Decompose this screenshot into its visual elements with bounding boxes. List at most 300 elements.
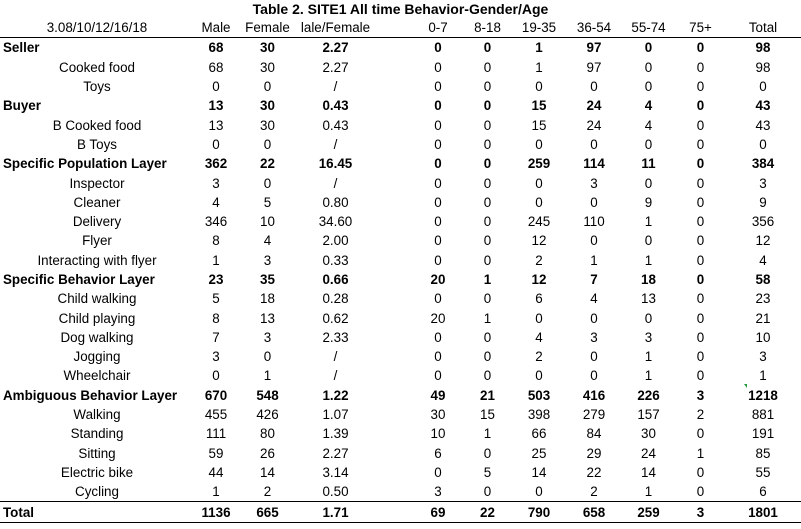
table-row: [0, 135, 801, 154]
age-cell: 97: [586, 59, 602, 75]
spacer-cell: [374, 212, 412, 231]
total-cell: 4: [759, 252, 767, 268]
age-cell: 0: [644, 79, 653, 95]
ratio-cell: 16.45: [318, 156, 353, 172]
total-cell: 6: [759, 484, 767, 500]
ratio-cell: 0.66: [322, 272, 349, 287]
header-age-8-18: 8-18: [464, 18, 511, 38]
female-cell: 0: [263, 349, 272, 365]
female-cell: 0: [263, 79, 272, 95]
spacer-cell: [374, 328, 412, 347]
header-age-75-plus: 75+: [676, 18, 725, 38]
spacer-cell: [374, 96, 412, 115]
total-cell: 191: [751, 426, 775, 442]
age-cell: 3: [590, 175, 598, 191]
header-female: Female: [238, 18, 297, 38]
age-cell: 0: [434, 329, 442, 345]
row-label: Child playing: [58, 310, 136, 326]
age-cell: 30: [430, 407, 446, 423]
age-cell: 69: [412, 502, 464, 522]
male-cell: 0: [212, 79, 220, 95]
age-cell: 24: [641, 445, 656, 461]
age-cell: 4: [590, 291, 598, 307]
age-cell: 1: [644, 214, 653, 230]
ratio-cell: 2.27: [322, 445, 349, 461]
age-cell: 0: [696, 272, 705, 287]
age-cell: 12: [531, 272, 547, 287]
total-cell: 12: [755, 233, 771, 249]
ratio-cell: /: [333, 136, 338, 152]
age-cell: 0: [483, 233, 492, 249]
total-cell: 0: [759, 136, 767, 152]
row-label: Delivery: [72, 214, 122, 230]
female-cell: 22: [260, 156, 275, 172]
male-cell: 3: [212, 349, 220, 365]
spacer-cell: [374, 424, 412, 443]
age-cell: 66: [531, 426, 547, 442]
spacer-cell: [374, 77, 412, 96]
row-label: B Toys: [77, 136, 117, 152]
spacer-cell: [374, 502, 412, 522]
age-cell: 13: [641, 291, 656, 307]
age-cell: 114: [583, 156, 605, 172]
spacer-cell: [374, 231, 412, 250]
row-label: Specific Population Layer: [3, 156, 167, 172]
age-cell: 0: [644, 136, 653, 152]
age-cell: 1: [644, 368, 653, 384]
male-cell: 346: [204, 214, 228, 230]
age-cell: 0: [434, 194, 442, 210]
row-label: Walking: [73, 407, 121, 423]
age-cell: 1: [483, 272, 492, 287]
table-row: [0, 482, 801, 502]
age-cell: 0: [434, 136, 442, 152]
table-row: [0, 405, 801, 424]
age-cell: 0: [696, 464, 705, 480]
age-cell: 0: [696, 291, 705, 307]
age-cell: 0: [535, 175, 543, 191]
total-cell: 43: [755, 117, 771, 133]
ratio-cell: 1.71: [297, 502, 374, 522]
age-cell: 0: [696, 59, 705, 75]
age-cell: 0: [644, 59, 653, 75]
age-cell: 0: [696, 252, 705, 268]
table-row: [0, 502, 801, 522]
total-cell: 85: [755, 445, 771, 461]
age-cell: 7: [590, 272, 598, 287]
age-cell: 0: [696, 349, 705, 365]
header-age-19-35: 19-35: [511, 18, 567, 38]
spacer-cell: [374, 405, 412, 424]
age-cell: 20: [430, 310, 446, 326]
male-cell: 362: [204, 156, 228, 172]
female-cell: 3: [263, 329, 272, 345]
table-row: [0, 212, 801, 231]
total-cell: 1: [759, 368, 767, 384]
age-cell: 0: [434, 233, 442, 249]
age-cell: 21: [480, 387, 495, 403]
age-cell: 0: [483, 194, 492, 210]
age-cell: 0: [644, 40, 653, 56]
age-cell: 0: [483, 40, 492, 56]
row-label: Electric bike: [60, 464, 134, 480]
ratio-cell: /: [333, 349, 338, 365]
age-cell: 24: [586, 98, 602, 114]
male-cell: 7: [212, 329, 220, 345]
age-cell: 0: [696, 329, 705, 345]
total-cell: 356: [751, 214, 775, 230]
total-cell: 384: [751, 156, 775, 172]
female-cell: 665: [238, 502, 297, 522]
table-row: [0, 154, 801, 173]
table-row: [0, 270, 801, 289]
total-cell: 23: [755, 291, 771, 307]
ratio-cell: 0.62: [322, 310, 349, 326]
age-cell: 0: [434, 40, 442, 56]
female-cell: 26: [260, 445, 275, 461]
age-cell: 24: [586, 117, 602, 133]
age-cell: 0: [434, 117, 442, 133]
table-row: [0, 173, 801, 192]
age-cell: 245: [527, 214, 551, 230]
age-cell: 0: [483, 59, 492, 75]
male-cell: 5: [212, 291, 220, 307]
row-label: Dog walking: [60, 329, 134, 345]
age-cell: 1: [483, 426, 492, 442]
male-cell: 13: [208, 117, 224, 133]
male-cell: 1: [212, 484, 220, 500]
age-cell: 279: [582, 407, 606, 423]
age-cell: 4: [535, 329, 543, 345]
age-cell: 3: [590, 329, 598, 345]
age-cell: 0: [434, 175, 442, 191]
ratio-cell: /: [333, 175, 338, 191]
table-row: [0, 328, 801, 347]
age-cell: 6: [434, 445, 442, 461]
age-cell: 97: [586, 40, 602, 56]
age-cell: 0: [483, 445, 492, 461]
row-label: Ambiguous Behavior Layer: [3, 387, 178, 403]
total-cell: 98: [755, 40, 771, 56]
header-age-36-54: 36-54: [567, 18, 621, 38]
age-cell: 15: [480, 407, 495, 423]
row-label: Cooked food: [59, 59, 135, 75]
age-cell: 0: [434, 291, 442, 307]
age-cell: 259: [621, 502, 676, 522]
table-title: Table 2. SITE1 All time Behavior-Gender/Age: [252, 1, 549, 17]
female-cell: 10: [260, 214, 275, 230]
age-cell: 0: [535, 484, 543, 500]
age-cell: 0: [535, 368, 543, 384]
ratio-cell: 0.28: [322, 291, 349, 307]
female-cell: 5: [263, 194, 272, 210]
table-row: [0, 366, 801, 385]
age-cell: 25: [531, 445, 547, 461]
header-dates: 3.08/10/12/16/18: [0, 18, 194, 38]
spacer-cell: [374, 366, 412, 385]
female-cell: 426: [256, 407, 279, 423]
total-cell: 3: [759, 349, 767, 365]
age-cell: 0: [434, 214, 442, 230]
age-cell: 15: [531, 98, 547, 114]
age-cell: 0: [644, 233, 653, 249]
total-cell: 0: [759, 79, 767, 95]
age-cell: 259: [527, 156, 551, 172]
header-total: Total: [725, 18, 801, 38]
ratio-cell: 1.39: [322, 426, 349, 442]
ratio-cell: 0.33: [322, 252, 349, 268]
age-cell: 0: [696, 117, 705, 133]
age-cell: 0: [696, 233, 705, 249]
age-cell: 3: [696, 387, 705, 403]
row-label: Cleaner: [73, 194, 121, 210]
age-cell: 1: [696, 445, 705, 461]
total-cell: 21: [755, 310, 771, 326]
header-age-0-7: 0-7: [412, 18, 464, 38]
age-cell: 416: [582, 387, 606, 403]
female-cell: 30: [260, 40, 275, 56]
age-cell: 0: [434, 79, 442, 95]
age-cell: 4: [644, 98, 653, 114]
ratio-cell: 1.22: [322, 387, 349, 403]
header-row: [0, 18, 801, 38]
row-label: B Cooked food: [52, 117, 142, 133]
age-cell: 226: [637, 387, 660, 403]
age-cell: 0: [696, 175, 705, 191]
female-cell: 3: [263, 252, 272, 268]
age-cell: 0: [696, 156, 705, 172]
row-label: Toys: [83, 79, 111, 95]
age-cell: 1: [535, 59, 543, 75]
male-cell: 3: [212, 175, 220, 191]
row-label: Buyer: [3, 98, 41, 114]
age-cell: 18: [641, 272, 656, 287]
age-cell: 49: [430, 387, 446, 403]
row-label: Child walking: [57, 291, 137, 307]
female-cell: 30: [260, 98, 275, 114]
age-cell: 0: [483, 484, 492, 500]
age-cell: 84: [586, 426, 602, 442]
table-row: [0, 231, 801, 250]
age-cell: 398: [527, 407, 551, 423]
ratio-cell: 2.27: [322, 40, 349, 56]
age-cell: 0: [483, 291, 492, 307]
total-cell: 98: [755, 59, 771, 75]
female-cell: 35: [260, 272, 275, 287]
age-cell: 0: [434, 156, 442, 172]
age-cell: 1: [644, 484, 653, 500]
male-cell: 4: [212, 194, 220, 210]
age-cell: 0: [696, 79, 705, 95]
spacer-cell: [374, 154, 412, 173]
age-cell: 0: [483, 117, 492, 133]
row-label: Total: [0, 502, 194, 522]
table-row: [0, 463, 801, 482]
row-label: Inspector: [69, 175, 125, 191]
female-cell: 548: [256, 387, 279, 403]
age-cell: 0: [696, 194, 705, 210]
male-cell: 8: [212, 233, 220, 249]
age-cell: 2: [590, 484, 598, 500]
table-row: [0, 38, 801, 58]
ratio-cell: 0.50: [322, 484, 349, 500]
male-cell: 44: [208, 464, 224, 480]
age-cell: 0: [590, 233, 598, 249]
age-cell: 3: [434, 484, 442, 500]
ratio-cell: 0.43: [322, 98, 349, 114]
ratio-cell: /: [333, 79, 338, 95]
female-cell: 30: [260, 59, 275, 75]
cell-comment-marker: [744, 384, 747, 388]
age-cell: 3: [676, 502, 725, 522]
age-cell: 0: [535, 194, 543, 210]
female-cell: 1: [263, 368, 272, 384]
age-cell: 0: [590, 79, 598, 95]
age-cell: 2: [535, 349, 543, 365]
spacer-cell: [374, 289, 412, 308]
female-cell: 0: [263, 175, 272, 191]
age-cell: 6: [535, 291, 543, 307]
age-cell: 14: [641, 464, 656, 480]
header-ratio: lale/Female: [297, 18, 374, 38]
table-row: [0, 424, 801, 443]
age-cell: 0: [483, 368, 492, 384]
age-cell: 1: [644, 252, 653, 268]
age-cell: 0: [483, 252, 492, 268]
female-cell: 13: [260, 310, 275, 326]
row-label: Seller: [3, 40, 40, 56]
spacer-cell: [374, 173, 412, 192]
age-cell: 0: [434, 464, 442, 480]
total-cell: 881: [751, 407, 775, 423]
spacer-cell: [374, 270, 412, 289]
age-cell: 0: [483, 175, 492, 191]
age-cell: 790: [511, 502, 567, 522]
age-cell: 14: [531, 464, 547, 480]
spacer-cell: [374, 38, 412, 58]
total-cell: 58: [755, 272, 771, 287]
age-cell: 0: [434, 368, 442, 384]
age-cell: 503: [527, 387, 551, 403]
table-row: [0, 347, 801, 366]
age-cell: 0: [483, 136, 492, 152]
age-cell: 5: [483, 464, 492, 480]
ratio-cell: /: [333, 368, 338, 384]
table-row: [0, 77, 801, 96]
age-cell: 4: [644, 117, 653, 133]
female-cell: 30: [260, 117, 275, 133]
table-body: [0, 38, 801, 522]
spacer-cell: [374, 58, 412, 77]
row-label: Jogging: [73, 349, 121, 365]
spacer-cell: [374, 444, 412, 463]
age-cell: 20: [430, 272, 446, 287]
table-row: [0, 58, 801, 77]
female-cell: 0: [263, 136, 272, 152]
age-cell: 1: [644, 349, 653, 365]
age-cell: 0: [590, 349, 598, 365]
row-label: Flyer: [82, 233, 112, 249]
age-cell: 1: [483, 310, 492, 326]
spacer-cell: [374, 115, 412, 134]
age-cell: 0: [696, 98, 705, 114]
male-cell: 13: [208, 98, 224, 114]
spacer-cell: [374, 347, 412, 366]
total-cell: 9: [759, 194, 767, 210]
male-cell: 8: [212, 310, 220, 326]
age-cell: 22: [586, 464, 602, 480]
age-cell: 0: [483, 349, 492, 365]
table-row: [0, 444, 801, 463]
age-cell: 0: [434, 59, 442, 75]
age-cell: 110: [583, 214, 605, 230]
age-cell: 10: [430, 426, 446, 442]
table-row: [0, 115, 801, 134]
age-cell: 157: [637, 407, 660, 423]
ratio-cell: 0.43: [322, 117, 349, 133]
age-cell: 0: [483, 156, 492, 172]
age-cell: 0: [434, 252, 442, 268]
total-cell: 1801: [725, 502, 801, 522]
ratio-cell: 2.00: [322, 233, 349, 249]
age-cell: 0: [590, 310, 598, 326]
age-cell: 0: [696, 214, 705, 230]
ratio-cell: 1.07: [322, 407, 349, 423]
age-cell: 29: [586, 445, 602, 461]
age-cell: 2: [696, 407, 705, 423]
male-cell: 0: [212, 136, 220, 152]
age-cell: 0: [696, 310, 705, 326]
table-row: [0, 386, 801, 405]
row-label: Interacting with flyer: [37, 252, 157, 268]
male-cell: 68: [208, 40, 224, 56]
age-cell: 0: [696, 40, 705, 56]
row-label: Wheelchair: [63, 368, 131, 384]
age-cell: 0: [590, 194, 598, 210]
female-cell: 4: [263, 233, 272, 249]
spacer-cell: [374, 463, 412, 482]
male-cell: 1136: [194, 502, 238, 522]
male-cell: 111: [205, 426, 227, 442]
table-row: [0, 308, 801, 327]
male-cell: 455: [204, 407, 228, 423]
age-cell: 658: [567, 502, 621, 522]
female-cell: 14: [260, 464, 275, 480]
total-cell: 55: [755, 464, 771, 480]
age-cell: 9: [644, 194, 653, 210]
age-cell: 0: [696, 136, 705, 152]
row-label: Cycling: [75, 484, 119, 500]
age-cell: 2: [535, 252, 543, 268]
row-label: Standing: [70, 426, 124, 442]
age-cell: 0: [590, 368, 598, 384]
age-cell: 0: [483, 329, 492, 345]
total-cell: 43: [755, 98, 771, 114]
age-cell: 3: [644, 329, 653, 345]
data-table: [0, 18, 801, 523]
age-cell: 15: [531, 117, 547, 133]
table-row: [0, 289, 801, 308]
age-cell: 0: [535, 79, 543, 95]
age-cell: 22: [464, 502, 511, 522]
male-cell: 23: [208, 272, 224, 287]
age-cell: 0: [644, 310, 653, 326]
female-cell: 80: [260, 426, 275, 442]
age-cell: 0: [483, 98, 492, 114]
age-cell: 0: [590, 136, 598, 152]
table-row: [0, 96, 801, 115]
age-cell: 0: [535, 136, 543, 152]
